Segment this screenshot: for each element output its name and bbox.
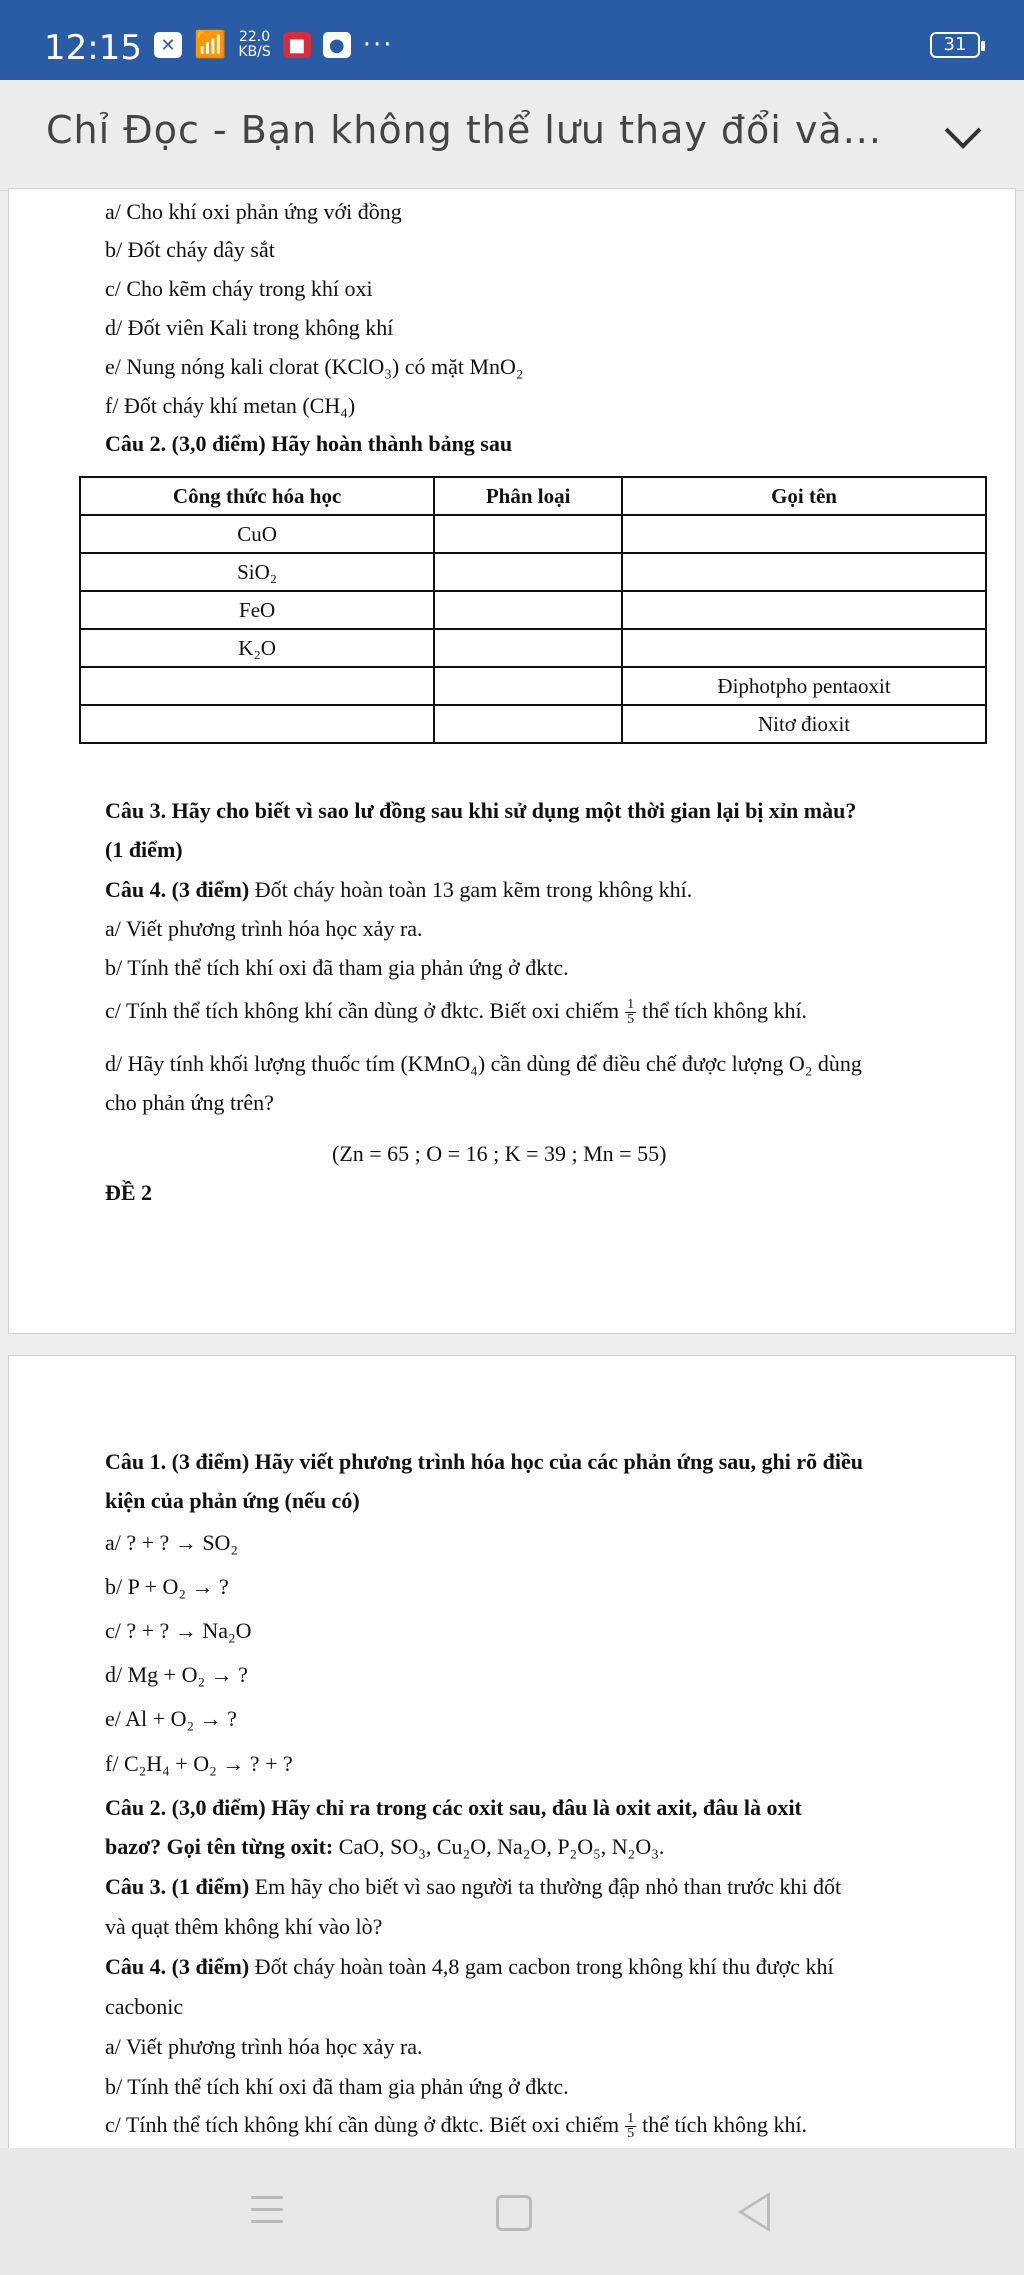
table-header: Công thức hóa học (80, 477, 434, 515)
equation: d/ Mg + O₂ → ? (105, 1662, 248, 1687)
question-text: bazơ? Gọi tên từng oxit: CaO, SO₃, Cu₂O, Na₂O, P₂O₅, N₂O₃. (105, 1834, 665, 1859)
atomic-masses: (Zn = 65 ; O = 16 ; K = 39 ; Mn = 55) (332, 1141, 667, 1166)
equation: e/ Al + O₂ → ? (105, 1706, 237, 1731)
list-item: e/ Nung nóng kali clorat (KClO₃) có mặt MnO₂ (105, 354, 524, 379)
table-cell (80, 705, 434, 743)
table-cell: K₂O (80, 629, 434, 667)
app-notification-icon: ■ (283, 32, 311, 58)
table-cell: SiO₂ (80, 553, 434, 591)
table-row (80, 629, 986, 667)
table-cell: CuO (80, 515, 434, 553)
table-cell (622, 553, 986, 591)
table-cell (622, 629, 986, 667)
question-text: Câu 3. Hãy cho biết vì sao lư đồng sau khi sử dụng một thời gian lại bị xỉn màu? (105, 798, 857, 823)
table-row (80, 591, 986, 629)
equation: b/ P + O₂ → ? (105, 1574, 229, 1599)
chemistry-table (79, 476, 987, 744)
question-text: c/ Tính thể tích không khí cần dùng ở đktc. Biết oxi chiếm $\frac{1}{5}$ thể tích không khí. (105, 997, 808, 1028)
table-row (80, 705, 986, 743)
table-header: Phân loại (434, 477, 622, 515)
back-icon[interactable] (738, 2192, 770, 2232)
table-cell: Điphotpho pentaoxit (622, 667, 986, 705)
question-text: Câu 3. (1 điểm) Em hãy cho biết vì sao người ta thường đập nhỏ than trước khi đốt (105, 1874, 842, 1899)
list-item: d/ Đốt viên Kali trong không khí (105, 315, 394, 340)
more-notifications-icon: ··· (362, 30, 394, 60)
document-page-2 (8, 1355, 1016, 2255)
list-item: c/ Cho kẽm cháy trong khí oxi (105, 276, 373, 301)
question-text: và quạt thêm không khí vào lò? (105, 1914, 383, 1939)
table-header-row (80, 477, 986, 515)
question-text: cacbonic (105, 1994, 184, 2019)
network-speed: 22.0 KB/S (238, 29, 271, 60)
list-item: b/ Đốt cháy dây sắt (105, 237, 275, 262)
chevron-down-icon[interactable] (945, 112, 982, 149)
messenger-icon: ● (323, 32, 351, 58)
document-title-bar[interactable] (0, 80, 1024, 191)
equation: c/ ? + ? → Na₂O (105, 1618, 252, 1643)
home-icon[interactable] (496, 2195, 532, 2231)
table-cell (80, 667, 434, 705)
question-text: Câu 1. (3 điểm) Hãy viết phương trình hóa học của các phản ứng sau, ghi rõ điều (105, 1449, 863, 1474)
question-text: cho phản ứng trên? (105, 1090, 274, 1115)
table-cell (622, 515, 986, 553)
clock: 12:15 (44, 28, 142, 68)
question-text: b/ Tính thể tích khí oxi đã tham gia phản ứng ở đktc. (105, 955, 569, 980)
battery-icon: 31 (930, 32, 980, 58)
fraction: $\frac{1}{5}$ (627, 997, 635, 1028)
table-cell (434, 553, 622, 591)
table-row (80, 553, 986, 591)
table-cell (434, 629, 622, 667)
question-text: Câu 4. (3 điểm) Đốt cháy hoàn toàn 4,8 gam cacbon trong không khí thu được khí (105, 1954, 834, 1979)
table-cell (434, 705, 622, 743)
table-cell: FeO (80, 591, 434, 629)
question-heading: Câu 2. (3,0 điểm) Hãy hoàn thành bảng sau (105, 431, 513, 456)
table-header: Gọi tên (622, 477, 986, 515)
table-cell (622, 591, 986, 629)
question-text: Câu 2. (3,0 điểm) Hãy chỉ ra trong các oxit sau, đâu là oxit axit, đâu là oxit (105, 1795, 802, 1820)
table-cell: Nitơ đioxit (622, 705, 986, 743)
question-text: c/ Tính thể tích không khí cần dùng ở đktc. Biết oxi chiếm $\frac{1}{5}$ thể tích không khí. (105, 2111, 808, 2142)
question-text: d/ Hãy tính khối lượng thuốc tím (KMnO₄) cần dùng để điều chế được lượng O₂ dùng (105, 1051, 862, 1076)
table-cell (434, 515, 622, 553)
question-text: a/ Viết phương trình hóa học xảy ra. (105, 916, 423, 941)
notification-close-icon: ✕ (154, 32, 182, 58)
document-page-1 (8, 188, 1016, 1334)
recent-apps-icon[interactable] (251, 2196, 283, 2232)
table-cell (434, 667, 622, 705)
table-row (80, 667, 986, 705)
table-cell (434, 591, 622, 629)
table-row (80, 515, 986, 553)
wifi-icon: 📶 (194, 30, 227, 60)
list-item: a/ Cho khí oxi phản ứng với đồng (105, 199, 402, 224)
question-text: kiện của phản ứng (nếu có) (105, 1488, 360, 1513)
fraction: $\frac{1}{5}$ (627, 2111, 635, 2142)
list-item: f/ Đốt cháy khí metan (CH₄) (105, 393, 356, 418)
question-text: b/ Tính thể tích khí oxi đã tham gia phản ứng ở đktc. (105, 2074, 569, 2099)
question-text: (1 điểm) (105, 837, 183, 862)
equation: a/ ? + ? → SO₂ (105, 1530, 239, 1555)
status-bar (0, 0, 1024, 80)
section-heading: ĐỀ 2 (105, 1180, 153, 1205)
equation: f/ C₂H₄ + O₂ → ? + ? (105, 1751, 293, 1776)
status-icons (154, 30, 394, 60)
question-text: a/ Viết phương trình hóa học xảy ra. (105, 2034, 423, 2059)
question-text: Câu 4. (3 điểm) Đốt cháy hoàn toàn 13 gam kẽm trong không khí. (105, 877, 693, 902)
document-title: Chỉ Đọc - Bạn không thể lưu thay đổi và... (46, 108, 882, 152)
